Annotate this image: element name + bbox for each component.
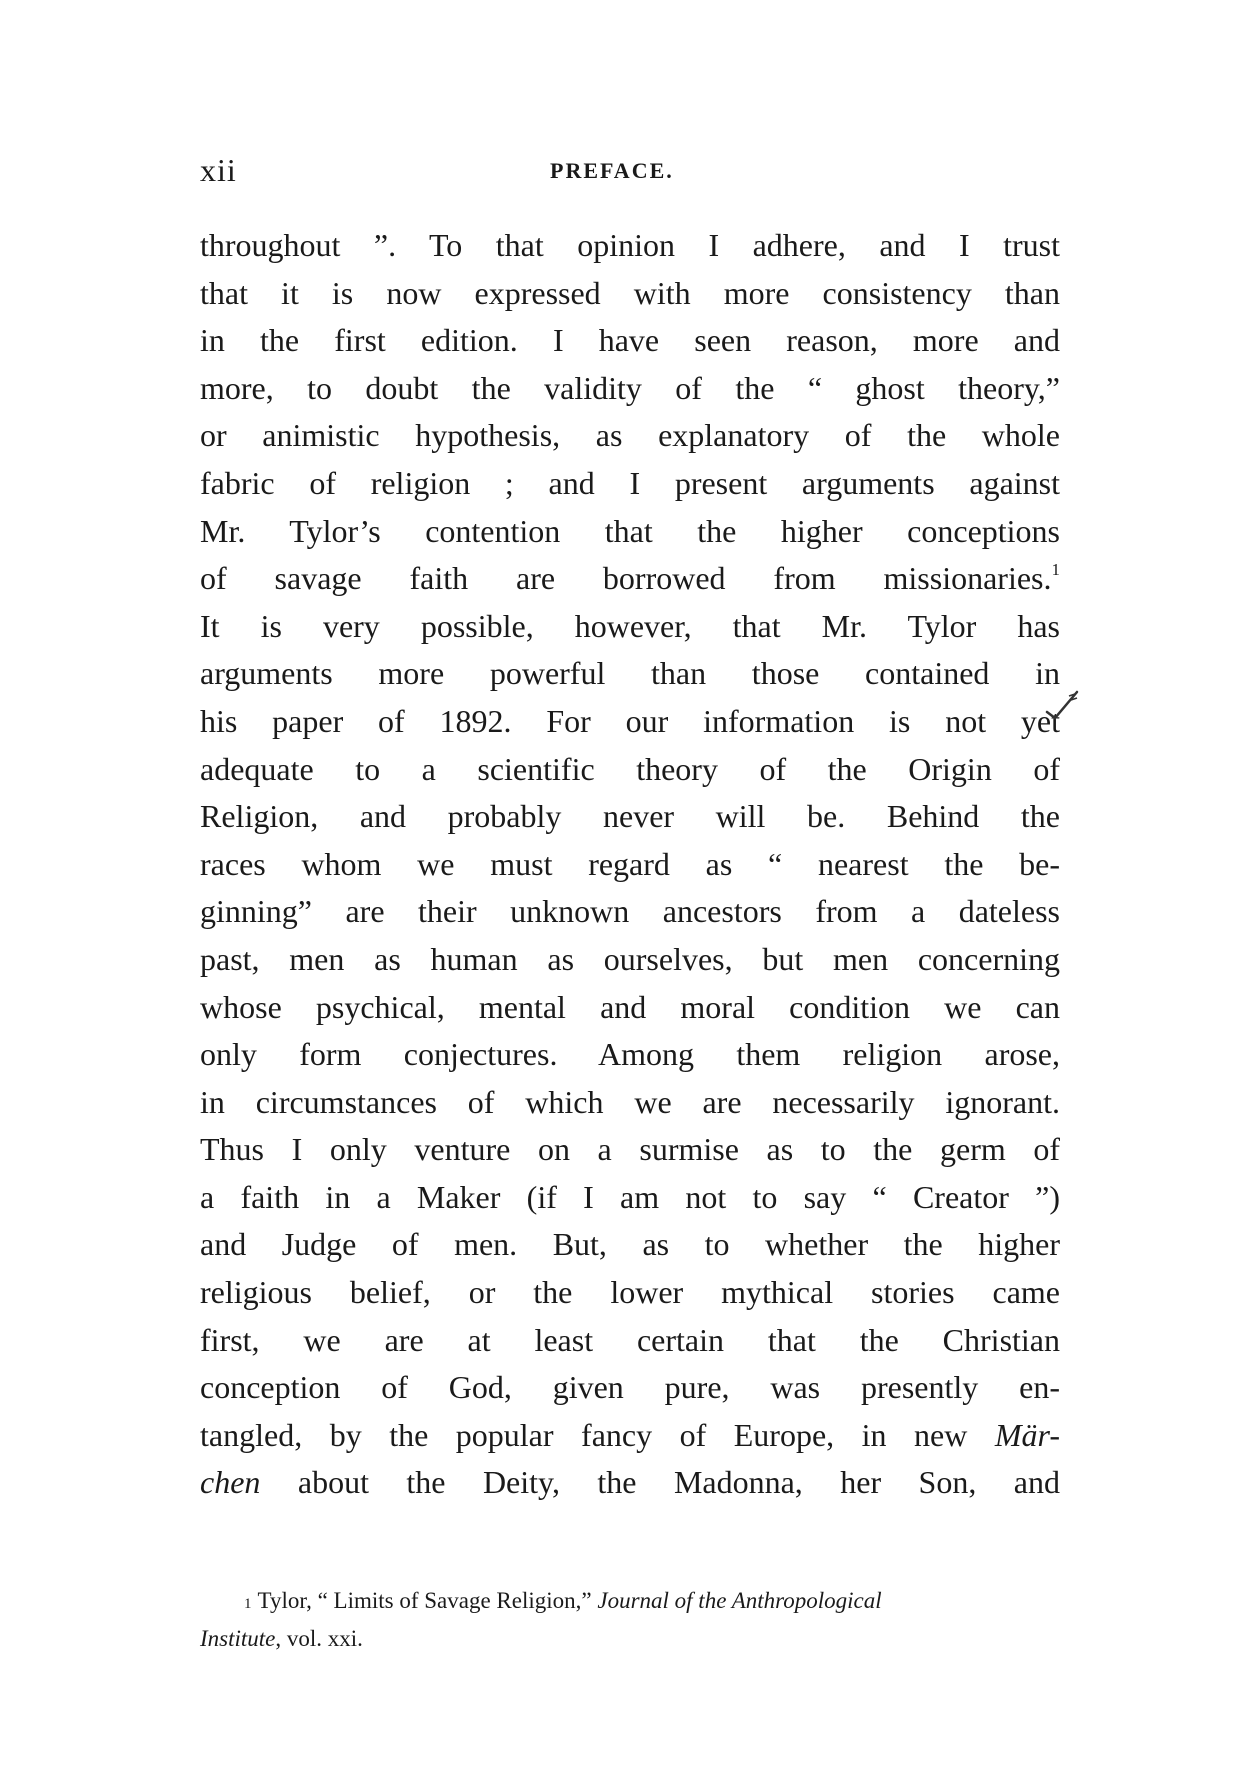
text-line: throughout ”. To that opinion I adhere, and I trust (200, 227, 1060, 263)
text-line-content: of savage faith are borrowed from missionaries. (200, 560, 1052, 597)
page-header (200, 152, 1060, 192)
text-line: ginning” are their unknown ancestors from a dateless (200, 893, 1060, 930)
text-line: Mr. Tylor’s contention that the higher conceptions (200, 512, 1060, 549)
footnote-volume: , vol. xxi. (275, 1626, 363, 1651)
text-line: Religion, and probably never will be. Behind the (200, 798, 1060, 835)
text-line: conception of God, given pure, was presently en- (200, 1369, 1060, 1406)
text-line: It is very possible, however, that Mr. Tylor has (200, 607, 1060, 644)
text-line: adequate to a scientific theory of the Origin of (200, 750, 1060, 787)
text-line: first, we are at least certain that the Christian (200, 1321, 1060, 1358)
text-line-content: tangled, by the popular fancy of Europe, in new (200, 1416, 995, 1453)
text-line: in circumstances of which we are necessarily ignorant. (200, 1083, 1060, 1120)
text-line-with-italic (200, 1459, 1060, 1507)
text-line: only form conjectures. Among them religion arose, (200, 1036, 1060, 1073)
text-line: races whom we must regard as “ nearest the be- (200, 845, 1060, 882)
text-line: a faith in a Maker (if I am not to say “ Creator ”) (200, 1178, 1060, 1215)
italic-word: Mär- (994, 1416, 1060, 1453)
page-number: xii (200, 152, 237, 188)
text-line: Thus I only venture on a surmise as to the germ of (200, 1131, 1060, 1168)
text-line-content: about the Deity, the Madonna, her Son, and (297, 1464, 1060, 1501)
italic-word: chen (200, 1464, 261, 1501)
footnote-line (244, 1582, 1060, 1620)
footnote-journal: Journal of the Anthropological (597, 1588, 882, 1613)
pencil-tick-mark-icon (1045, 690, 1079, 720)
text-line: or animistic hypothesis, as explanatory of the whole (200, 417, 1060, 454)
running-head: PREFACE. (550, 158, 674, 183)
text-line: whose psychical, mental and moral condition we can (200, 988, 1060, 1025)
footnote (200, 1582, 1060, 1658)
text-line: that it is now expressed with more consistency than (200, 274, 1060, 311)
text-line: and Judge of men. But, as to whether the higher (200, 1226, 1060, 1263)
body-text (200, 222, 1060, 1507)
footnote-number: 1 (244, 1596, 252, 1612)
footnote-text: Tylor, “ Limits of Savage Religion,” (257, 1588, 598, 1613)
text-line: fabric of religion ; and I present arguments against (200, 464, 1060, 501)
footnote-reference[interactable]: 1 (1051, 560, 1060, 580)
footnote-line (200, 1620, 1060, 1658)
text-line-with-footnote-ref (200, 555, 1060, 603)
text-line-with-italic (200, 1412, 1060, 1460)
text-line: in the first edition. I have seen reason, more and (200, 322, 1060, 359)
footnote-journal-cont: Institute (200, 1626, 276, 1651)
text-line: arguments more powerful than those contained in (200, 655, 1060, 692)
text-line: past, men as human as ourselves, but men concerning (200, 940, 1060, 977)
text-line: more, to doubt the validity of the “ ghost theory,” (200, 369, 1060, 406)
text-line: religious belief, or the lower mythical stories came (200, 1274, 1060, 1311)
text-line: his paper of 1892. For our information is not yet (200, 702, 1060, 739)
